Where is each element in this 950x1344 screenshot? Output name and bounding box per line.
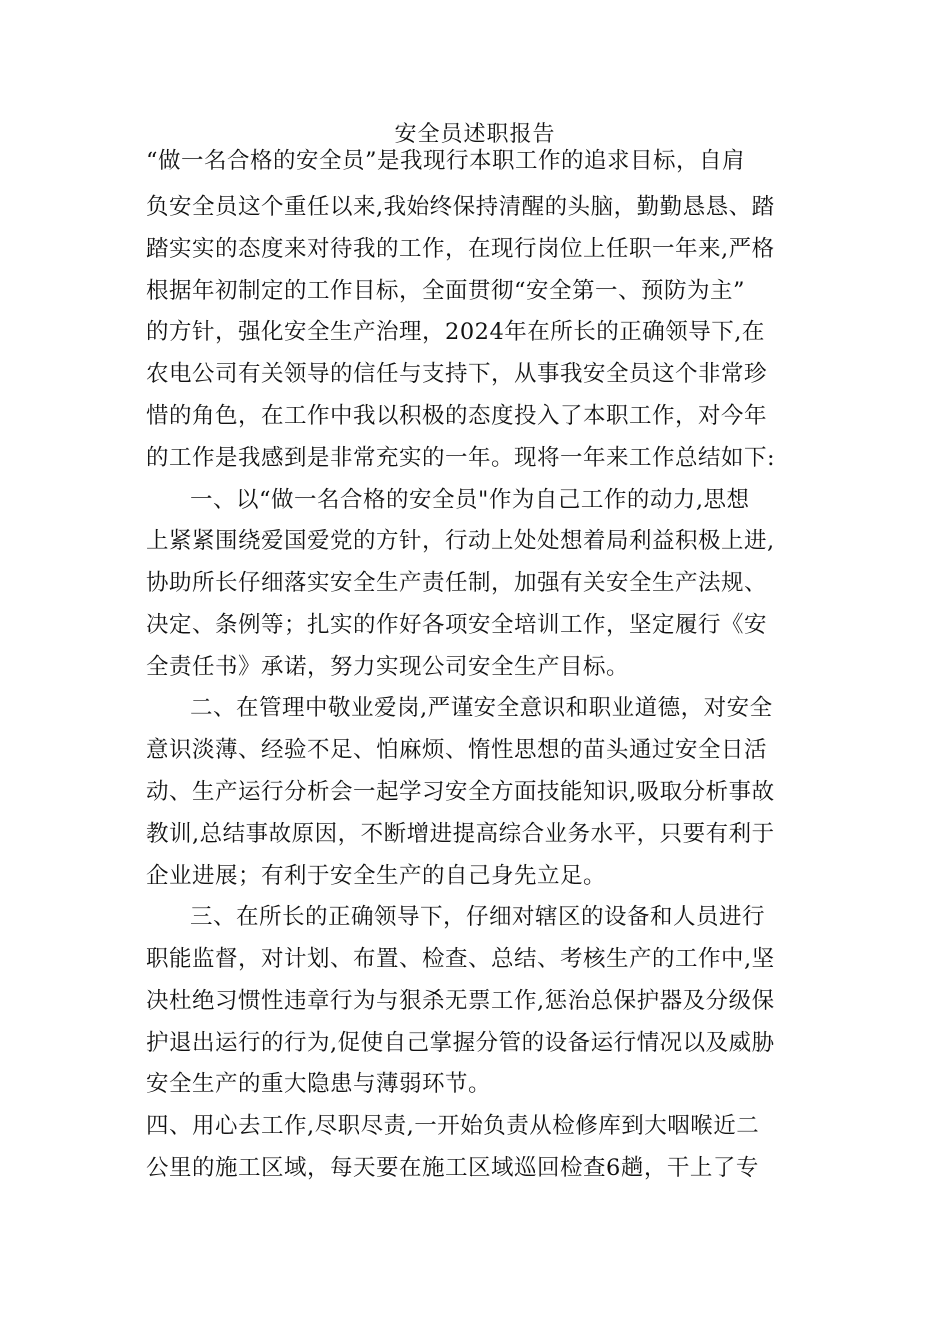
body-line: 农电公司有关领导的信任与支持下，从事我安全员这个非常珍 (146, 361, 768, 387)
body-line: 踏实实的态度来对待我的工作，在现行岗位上任职一年来,严格 (146, 236, 775, 262)
body-line: 公里的施工区域，每天要在施工区域巡回检查6趟，干上了专 (146, 1155, 759, 1181)
body-line: 决杜绝习惯性违章行为与狠杀无票工作,惩治总保护器及分级保 (146, 988, 775, 1014)
paragraph-four-start: 四、用心去工作,尽职尽责,一开始负责从检修库到大咽喉近二 (146, 1113, 760, 1139)
document-title: 安全员述职报告 (394, 122, 556, 147)
paragraph-one-start: 一、以“做一名合格的安全员"作为自己工作的动力,思想 (190, 487, 750, 513)
body-line: 负安全员这个重任以来,我始终保持清醒的头脑，勤勤恳恳、踏 (146, 194, 775, 220)
paragraph-three-start: 三、在所长的正确领导下，仔细对辖区的设备和人员进行 (190, 904, 766, 930)
body-line: 护退出运行的行为,促使自己掌握分管的设备运行情况以及威胁 (146, 1030, 775, 1056)
body-line: 上紧紧围绕爱国爱党的方针，行动上处处想着局利益积极上进, (146, 528, 775, 554)
body-line: 安全生产的重大隐患与薄弱环节。 (146, 1071, 492, 1097)
body-line: 的方针，强化安全生产治理，2024年在所长的正确领导下,在 (146, 319, 765, 345)
body-line: 协助所长仔细落实安全生产责任制，加强有关安全生产法规、 (146, 570, 768, 596)
body-line: 惜的角色，在工作中我以积极的态度投入了本职工作，对今年 (146, 403, 768, 429)
body-line: 职能监督，对计划、布置、检查、总结、考核生产的工作中,坚 (146, 946, 775, 972)
body-line: “做一名合格的安全员”是我现行本职工作的追求目标，自肩 (146, 148, 746, 174)
body-line: 意识淡薄、经验不足、怕麻烦、惰性思想的苗头通过安全日活 (146, 737, 768, 763)
body-line: 动、生产运行分析会一起学习安全方面技能知识,吸取分析事故 (146, 779, 775, 805)
body-line: 决定、条例等；扎实的作好各项安全培训工作，坚定履行《安 (146, 612, 768, 638)
paragraph-two-start: 二、在管理中敬业爱岗,严谨安全意识和职业道德，对安全 (190, 695, 773, 721)
body-line: 全责任书》承诺，努力实现公司安全生产目标。 (146, 654, 630, 680)
body-line: 教训,总结事故原因，不断增进提高综合业务水平，只要有利于 (146, 821, 775, 847)
body-line: 根据年初制定的工作目标，全面贯彻“安全第一、预防为主” (146, 278, 746, 304)
body-line: 的工作是我感到是非常充实的一年。现将一年来工作总结如下: (146, 445, 776, 471)
body-line: 企业进展；有利于安全生产的自己身先立足。 (146, 863, 607, 889)
